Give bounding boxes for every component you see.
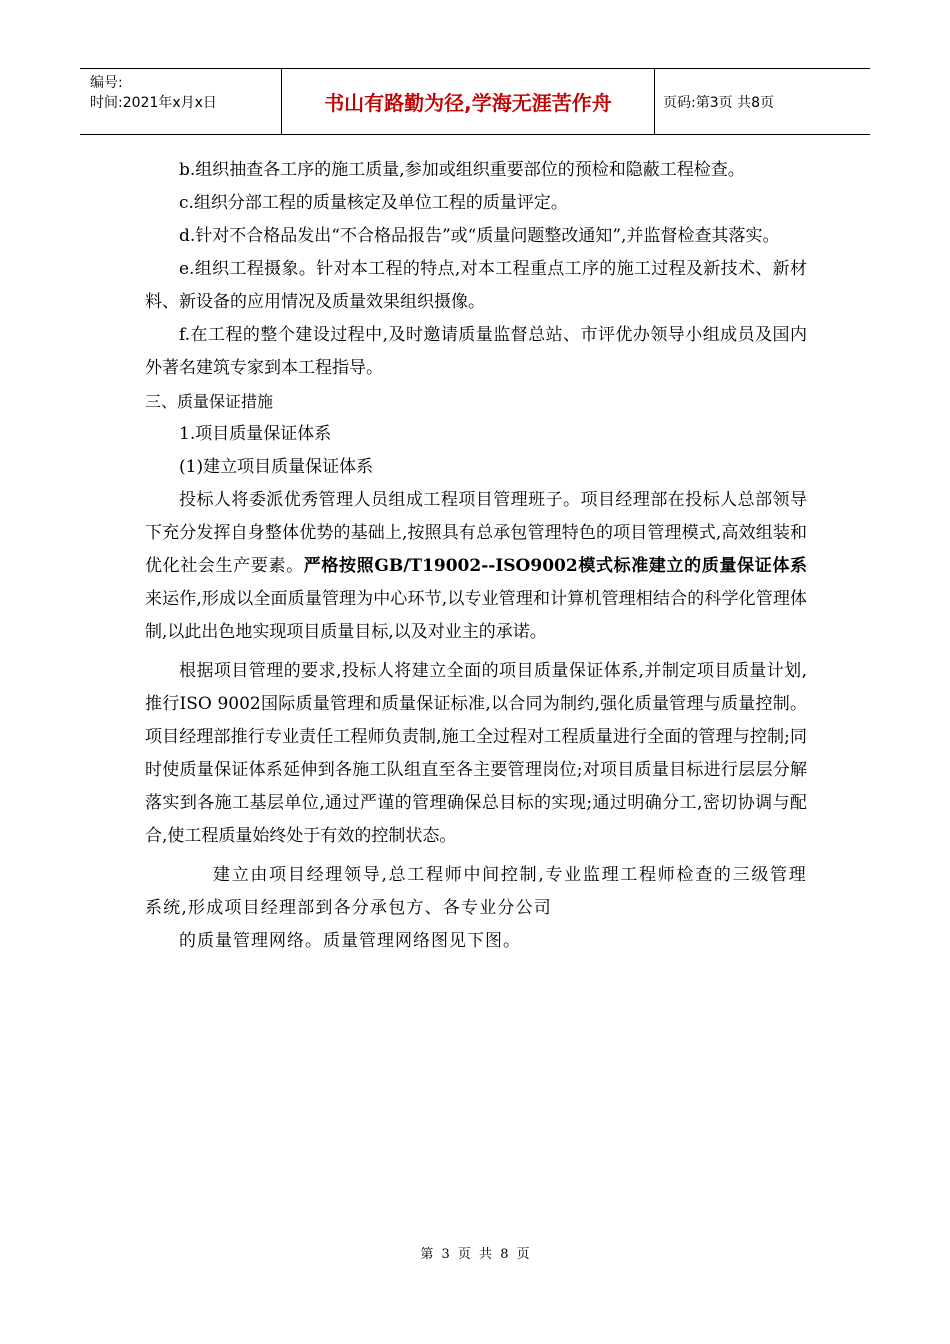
paragraph-three-level-system: 建立由项目经理领导,总工程师中间控制,专业监理工程师检查的三级管理系统,形成项目经理部到各分承包方、各专业分公司 <box>145 865 807 918</box>
document-time-label: 时间:2021年x月x日 <box>90 95 217 111</box>
header-motto: 书山有路勤为径,学海无涯苦作舟 <box>324 91 612 115</box>
header-motto-cell <box>282 69 655 134</box>
section-heading: 三、质量保证措施 <box>145 392 274 411</box>
paragraph-quality-system <box>145 484 807 649</box>
document-body <box>145 154 807 958</box>
paragraph-project-management: 根据项目管理的要求,投标人将建立全面的项目质量保证体系,并制定项目质量计划,推行ISO 9002国际质量管理和质量保证标准,以合同为制约,强化质量管理与质量控制。项目经理部推行专业责任工程师负责制,施工全过程对工程质量进行全面的管理与控制;同时使质量保证体系延伸到各施工队组直至各主要管理岗位;对项目质量目标进行层层分解落实到各施工基层单位,通过严谨的管理确保总目标的实现;通过明确分工,密切协调与配合,使工程质量始终处于有效的控制状态。 <box>145 661 807 846</box>
paragraph-quality-system-intro: 投标人将委派优秀管理人员组成工程项目管理班子。项目经理部在投标人总部领导下充分发挥自身整体优势的基础上,按照具有总承包管理特色的项目管理模式,高效组装和优化社会生产要素。 <box>145 490 807 576</box>
page-footer: 第 3 页 共 8 页 <box>420 1247 530 1262</box>
header-page-info: 页码:第3页 共8页 <box>663 94 774 111</box>
page-header <box>80 68 870 135</box>
sub-subsection-heading: (1)建立项目质量保证体系 <box>179 457 374 477</box>
document-number-label: 编号: <box>90 75 123 91</box>
paragraph-c: c.组织分部工程的质量核定及单位工程的质量评定。 <box>179 193 568 213</box>
paragraph-b: b.组织抽查各工序的施工质量,参加或组织重要部位的预检和隐蔽工程检查。 <box>179 160 745 180</box>
subsection-heading: 1.项目质量保证体系 <box>179 424 332 444</box>
paragraph-e: e.组织工程摄象。针对本工程的特点,对本工程重点工序的施工过程及新技术、新材料、新设备的应用情况及质量效果组织摄像。 <box>145 259 807 312</box>
paragraph-network: 的质量管理网络。质量管理网络图见下图。 <box>179 931 521 951</box>
paragraph-quality-system-rest: 来运作,形成以全面质量管理为中心环节,以专业管理和计算机管理相结合的科学化管理体制,以此出色地实现项目质量目标,以及对业主的承诺。 <box>145 589 807 642</box>
paragraph-f: f.在工程的整个建设过程中,及时邀请质量监督总站、市评优办领导小组成员及国内外著名建筑专家到本工程指导。 <box>145 325 807 378</box>
paragraph-d: d.针对不合格品发出“不合格品报告”或“质量问题整改通知”,并监督检查其落实。 <box>179 226 780 246</box>
header-meta <box>80 69 282 134</box>
paragraph-quality-system-emphasis: 严格按照GB/T19002--ISO9002模式标准建立的质量保证体系 <box>303 556 807 576</box>
